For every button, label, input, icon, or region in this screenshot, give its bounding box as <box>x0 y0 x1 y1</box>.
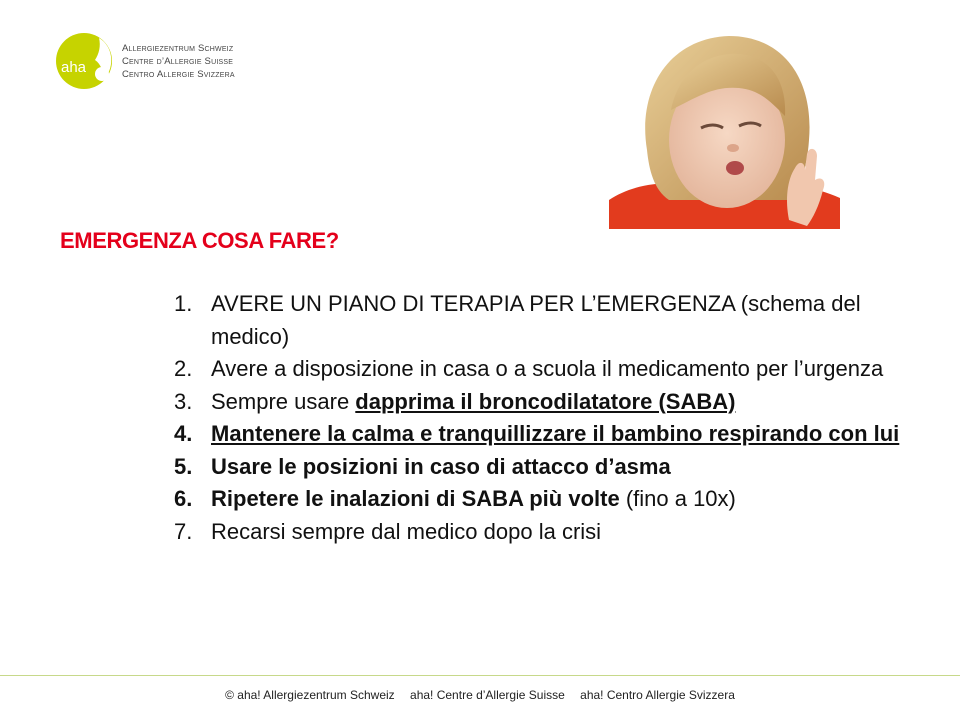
list-item-text <box>211 353 914 386</box>
list-item-text <box>211 483 914 516</box>
footer-it: aha! Centro Allergie Svizzera <box>580 688 735 702</box>
logo-line-fr: Centre d’Allergie Suisse <box>122 56 234 67</box>
logo-line-de: Allergiezentrum Schweiz <box>122 43 234 54</box>
list-item-text-part: AVERE UN PIANO DI TERAPIA PER L’EMERGENZA (schema del medico) <box>211 291 861 349</box>
list-item-text <box>211 418 914 451</box>
logo-mark-text: aha <box>61 59 87 76</box>
list-item-text-part: (fino a 10x) <box>619 486 736 511</box>
aha-logo-icon <box>55 32 117 90</box>
list-item-number: 1. <box>174 291 193 316</box>
list-item <box>174 516 914 549</box>
logo-line-it: Centro Allergie Svizzera <box>122 69 235 80</box>
list-item-number: 5. <box>174 453 193 479</box>
list-item-text <box>211 386 914 419</box>
list-item <box>174 386 914 419</box>
list-item <box>174 483 914 516</box>
list-item-text-part: Sempre usare <box>211 388 356 414</box>
footer <box>0 688 960 702</box>
list-item-text-part: Avere a disposizione in casa o a scuola il medicamento per l’urgenza <box>211 356 884 381</box>
emergency-steps-list <box>174 288 914 548</box>
list-item-number: 6. <box>174 486 193 511</box>
list-item-number: 3. <box>174 388 193 414</box>
list-item-number: 7. <box>174 518 193 544</box>
list-item <box>174 288 914 353</box>
list-item-number: 2. <box>174 356 193 381</box>
list-item <box>174 451 914 484</box>
logo-text <box>122 42 235 81</box>
coughing-child-photo <box>609 30 840 229</box>
list-item-text-part: Usare le posizioni in caso di attacco d’asma <box>211 453 671 479</box>
list-item-text <box>211 451 914 484</box>
list-item-text-part: dapprima il broncodilatatore (SABA) <box>355 388 736 414</box>
list-item <box>174 353 914 386</box>
list-item-number: 4. <box>174 421 193 446</box>
aha-logo <box>55 32 255 92</box>
list-item <box>174 418 914 451</box>
footer-fr: aha! Centre d’Allergie Suisse <box>410 688 565 702</box>
list-item-text <box>211 516 914 549</box>
list-item-text-part: Ripetere le inalazioni di SABA più volte <box>211 486 620 511</box>
footer-copyright-de: © aha! Allergiezentrum Schweiz <box>225 688 395 702</box>
list-item-text <box>211 288 914 353</box>
footer-divider <box>0 675 960 676</box>
list-item-text-part: Mantenere la calma e tranquillizzare il bambino respirando con lui <box>211 421 900 446</box>
list-item-text-part: Recarsi sempre dal medico dopo la crisi <box>211 518 602 544</box>
page-title: EMERGENZA COSA FARE? <box>60 228 339 253</box>
